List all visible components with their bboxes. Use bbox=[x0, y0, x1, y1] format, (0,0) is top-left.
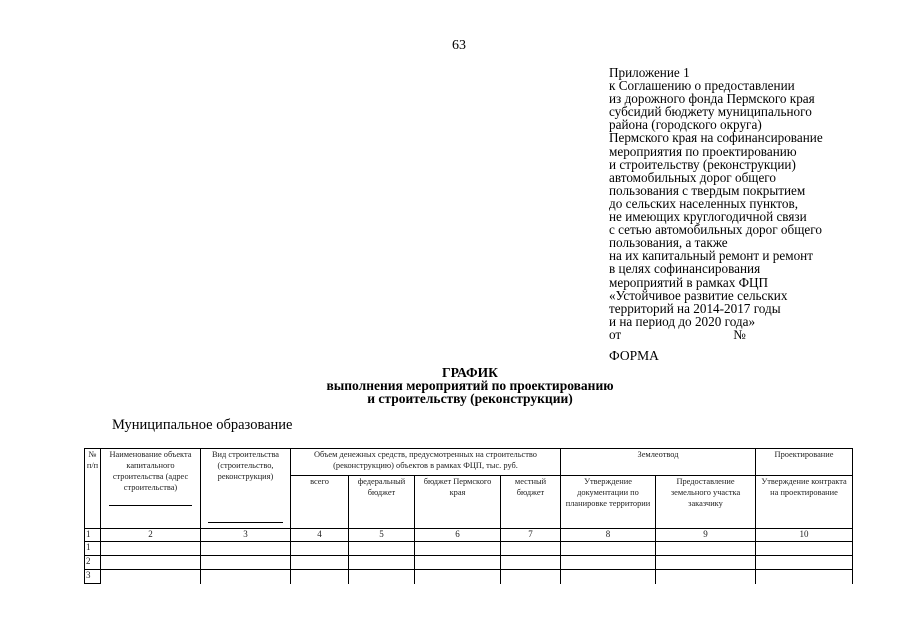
column-number: 3 bbox=[201, 529, 291, 542]
number-sign: № bbox=[733, 326, 746, 342]
table-cell[interactable] bbox=[501, 556, 561, 570]
table-cell[interactable] bbox=[291, 542, 349, 556]
table-cell[interactable] bbox=[101, 556, 201, 570]
page-number: 63 bbox=[452, 38, 466, 53]
appendix-line: с сетью автомобильных дорог общего bbox=[609, 222, 822, 238]
column-number: 5 bbox=[349, 529, 415, 542]
municipality-label: Муниципальное образование bbox=[112, 417, 293, 433]
title-main: ГРАФИК bbox=[442, 365, 498, 380]
row-number: 3 bbox=[85, 570, 101, 584]
form-label: ФОРМА bbox=[609, 348, 659, 363]
header-regional-budget: бюджет Пермского края bbox=[415, 476, 501, 529]
table-cell[interactable] bbox=[201, 570, 291, 584]
appendix-line: мероприятий в рамках ФЦП bbox=[609, 274, 769, 290]
appendix-line: Пермского края на софинансирование bbox=[609, 130, 823, 146]
header-construction-type: Вид строительства (строительство, реконструкция) bbox=[201, 449, 291, 529]
document-title bbox=[260, 366, 680, 405]
row-number: 2 bbox=[85, 556, 101, 570]
table-cell[interactable] bbox=[349, 570, 415, 584]
appendix-line: и на период до 2020 года» bbox=[609, 313, 756, 329]
table-cell[interactable] bbox=[501, 570, 561, 584]
table-cell[interactable] bbox=[501, 542, 561, 556]
column-number: 8 bbox=[561, 529, 656, 542]
table-cell[interactable] bbox=[349, 556, 415, 570]
column-number: 4 bbox=[291, 529, 349, 542]
appendix-line: «Устойчивое развитие сельских bbox=[609, 287, 788, 303]
column-numbers-row bbox=[85, 529, 853, 542]
table-cell[interactable] bbox=[101, 542, 201, 556]
header-local-budget: местный бюджет bbox=[501, 476, 561, 529]
header-federal-budget: федеральный бюджет bbox=[349, 476, 415, 529]
column-number: 1 bbox=[85, 529, 101, 542]
title-line-2: выполнения мероприятий по проектированию bbox=[326, 378, 614, 393]
table-cell[interactable] bbox=[756, 542, 853, 556]
table-cell[interactable] bbox=[415, 542, 501, 556]
appendix-line: в целях софинансирования bbox=[609, 261, 761, 277]
appendix-line: и строительству (реконструкции) bbox=[609, 156, 796, 172]
table-cell[interactable] bbox=[561, 542, 656, 556]
table-cell[interactable] bbox=[561, 570, 656, 584]
table-row bbox=[85, 570, 853, 584]
header-land-group: Землеотвод bbox=[561, 449, 756, 476]
title-line-3: и строительству (реконструкции) bbox=[367, 391, 573, 406]
table-cell[interactable] bbox=[101, 570, 201, 584]
appendix-line: Приложение 1 bbox=[609, 65, 690, 80]
appendix-line: территорий на 2014-2017 годы bbox=[609, 300, 781, 316]
table-cell[interactable] bbox=[349, 542, 415, 556]
appendix-line: к Соглашению о предоставлении bbox=[609, 78, 795, 94]
row-number: 1 bbox=[85, 542, 101, 556]
date-prefix: от bbox=[609, 326, 622, 342]
column-number: 9 bbox=[656, 529, 756, 542]
table-cell[interactable] bbox=[756, 570, 853, 584]
header-money-group: Объем денежных средств, предусмотренных на строительство (реконструкцию) объектов в рамках ФЦП, тыс. руб. bbox=[291, 449, 561, 476]
appendix-line: района (городского округа) bbox=[609, 117, 762, 133]
appendix-line: на их капитальный ремонт и ремонт bbox=[609, 248, 813, 264]
header-contract-approval: Утверждение контракта на проектирование bbox=[756, 476, 853, 529]
column-number: 7 bbox=[501, 529, 561, 542]
table-cell[interactable] bbox=[415, 570, 501, 584]
appendix-date-line bbox=[609, 328, 899, 341]
table-cell[interactable] bbox=[201, 556, 291, 570]
table-row bbox=[85, 542, 853, 556]
appendix-block bbox=[609, 66, 899, 341]
appendix-line: субсидий бюджету муниципального bbox=[609, 104, 812, 120]
table-cell[interactable] bbox=[656, 570, 756, 584]
header-total: всего bbox=[291, 476, 349, 529]
table-cell[interactable] bbox=[291, 570, 349, 584]
header-design-group: Проектирование bbox=[756, 449, 853, 476]
column-number: 6 bbox=[415, 529, 501, 542]
appendix-line: автомобильных дорог общего bbox=[609, 169, 776, 185]
table-row bbox=[85, 556, 853, 570]
header-number: № п/п bbox=[85, 449, 101, 529]
appendix-line: не имеющих круглогодичной связи bbox=[609, 209, 807, 225]
table-cell[interactable] bbox=[756, 556, 853, 570]
header-land-provision: Предоставление земельного участка заказчику bbox=[656, 476, 756, 529]
table-cell[interactable] bbox=[415, 556, 501, 570]
appendix-line: пользования с твердым покрытием bbox=[609, 182, 806, 198]
table-cell[interactable] bbox=[291, 556, 349, 570]
appendix-line: до сельских населенных пунктов, bbox=[609, 195, 798, 211]
table-cell[interactable] bbox=[656, 542, 756, 556]
header-planning-approval: Утверждение документации по планировке территории bbox=[561, 476, 656, 529]
table-cell[interactable] bbox=[656, 556, 756, 570]
header-object-name: Наименование объекта капитального строительства (адрес строительства) bbox=[101, 449, 201, 529]
column-number: 2 bbox=[101, 529, 201, 542]
appendix-line: из дорожного фонда Пермского края bbox=[609, 91, 815, 107]
table-cell[interactable] bbox=[561, 556, 656, 570]
appendix-line: мероприятия по проектированию bbox=[609, 143, 797, 159]
schedule-table bbox=[84, 448, 853, 584]
appendix-line: пользования, а также bbox=[609, 235, 728, 251]
column-number: 10 bbox=[756, 529, 853, 542]
table-cell[interactable] bbox=[201, 542, 291, 556]
